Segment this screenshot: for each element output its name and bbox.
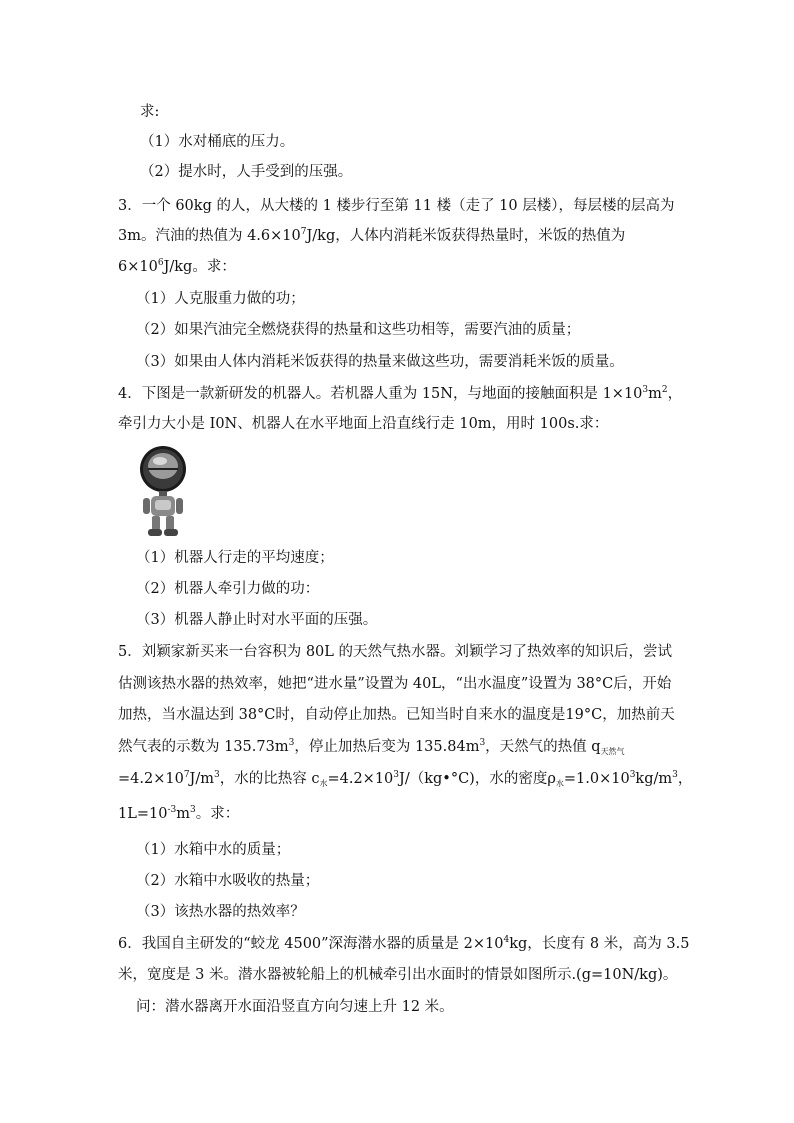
q6-line-1: 6．我国自主研发的“蛟龙 4500”深海潜水器的质量是 $2\times 10^4kg$，长度有 8 米，高为 3.5 (118, 935, 690, 952)
q4-line-2: 牵引力大小是 I0N、机器人在水平地面上沿直线行走 10m，用时 100s.求： (118, 416, 609, 432)
prev-item-2: （2）提水时，人手受到的压强。 (140, 164, 353, 180)
q6-line-3: 问：潜水器离开水面沿竖直方向匀速上升 12 米。 (136, 999, 454, 1015)
q3-line-2: 3m。汽油的热值为 $4.6\times 10^7J/kg$，人体内消耗米饭获得热量时，米饭的热值为 (118, 227, 626, 244)
q5-item-3: （3）该热水器的热效率？ (136, 904, 305, 920)
q3-item-2: （2）如果汽油完全燃烧获得的热量和这些功相等，需要汽油的质量； (136, 322, 581, 338)
q4-item-2: （2）机器人牵引力做的功： (136, 581, 320, 597)
q5-line-5: $=4.2\times 10^7J/m^3$，水的比热容 $c_水=4.2\times 10^3J/(kg•^\circ C)$，水的密度$\rho_水=1.0\times 10^3kg/m^3$， (118, 770, 693, 788)
q3-item-1: （1）人克服重力做的功； (136, 291, 305, 307)
prev-item-1: （1）水对桶底的压力。 (140, 134, 295, 150)
q3-item-3: （3）如果由人体内消耗米饭获得的热量来做这些功，需要消耗米饭的质量。 (136, 354, 624, 370)
q5-line-4: 然气表的示数为 $135.73m^3$，停止加热后变为 $135.84m^3$，天然气的热值 $q_{天然气}$ (118, 738, 625, 756)
q5-line-6: $1L=10^{-3}m^3$。求： (118, 805, 240, 822)
intro-tail: 求: (140, 104, 160, 120)
q5-line-3: 加热，当水温达到 38°C时，自动停止加热。已知当时自来水的温度是19°C，加热前天 (118, 707, 675, 723)
q3-line-3: $6\times 10^6J/kg$。求： (118, 258, 236, 275)
q5-line-2: 估测该热水器的热效率，她把“进水量”设置为 40L，“出水温度”设置为 38°C后，开始 (118, 676, 672, 692)
q6-line-2: 米，宽度是 3 米。潜水器被轮船上的机械牵引出水面时的情景如图所示.(g=10N/kg)。 (118, 967, 678, 983)
q4-line-1: 4．下图是一款新研发的机器人。若机器人重为 15N，与地面的接触面积是 $1\times 10^3m^2$， (118, 385, 683, 402)
q4-item-1: （1）机器人行走的平均速度； (136, 550, 334, 566)
q5-line-1: 5．刘颖家新买来一台容积为 80L 的天然气热水器。刘颖学习了热效率的知识后，尝试 (118, 644, 673, 660)
q4-item-3: （3）机器人静止时对水平面的压强。 (136, 612, 378, 628)
robot-image (138, 442, 190, 540)
q5-item-2: （2）水箱中水吸收的热量； (136, 873, 320, 889)
q3-line-1: 3．一个 60kg 的人，从大楼的 1 楼步行至第 11 楼（走了 10 层楼），每层楼的层高为 (118, 198, 675, 214)
q5-item-1: （1）水箱中水的质量； (136, 842, 291, 858)
